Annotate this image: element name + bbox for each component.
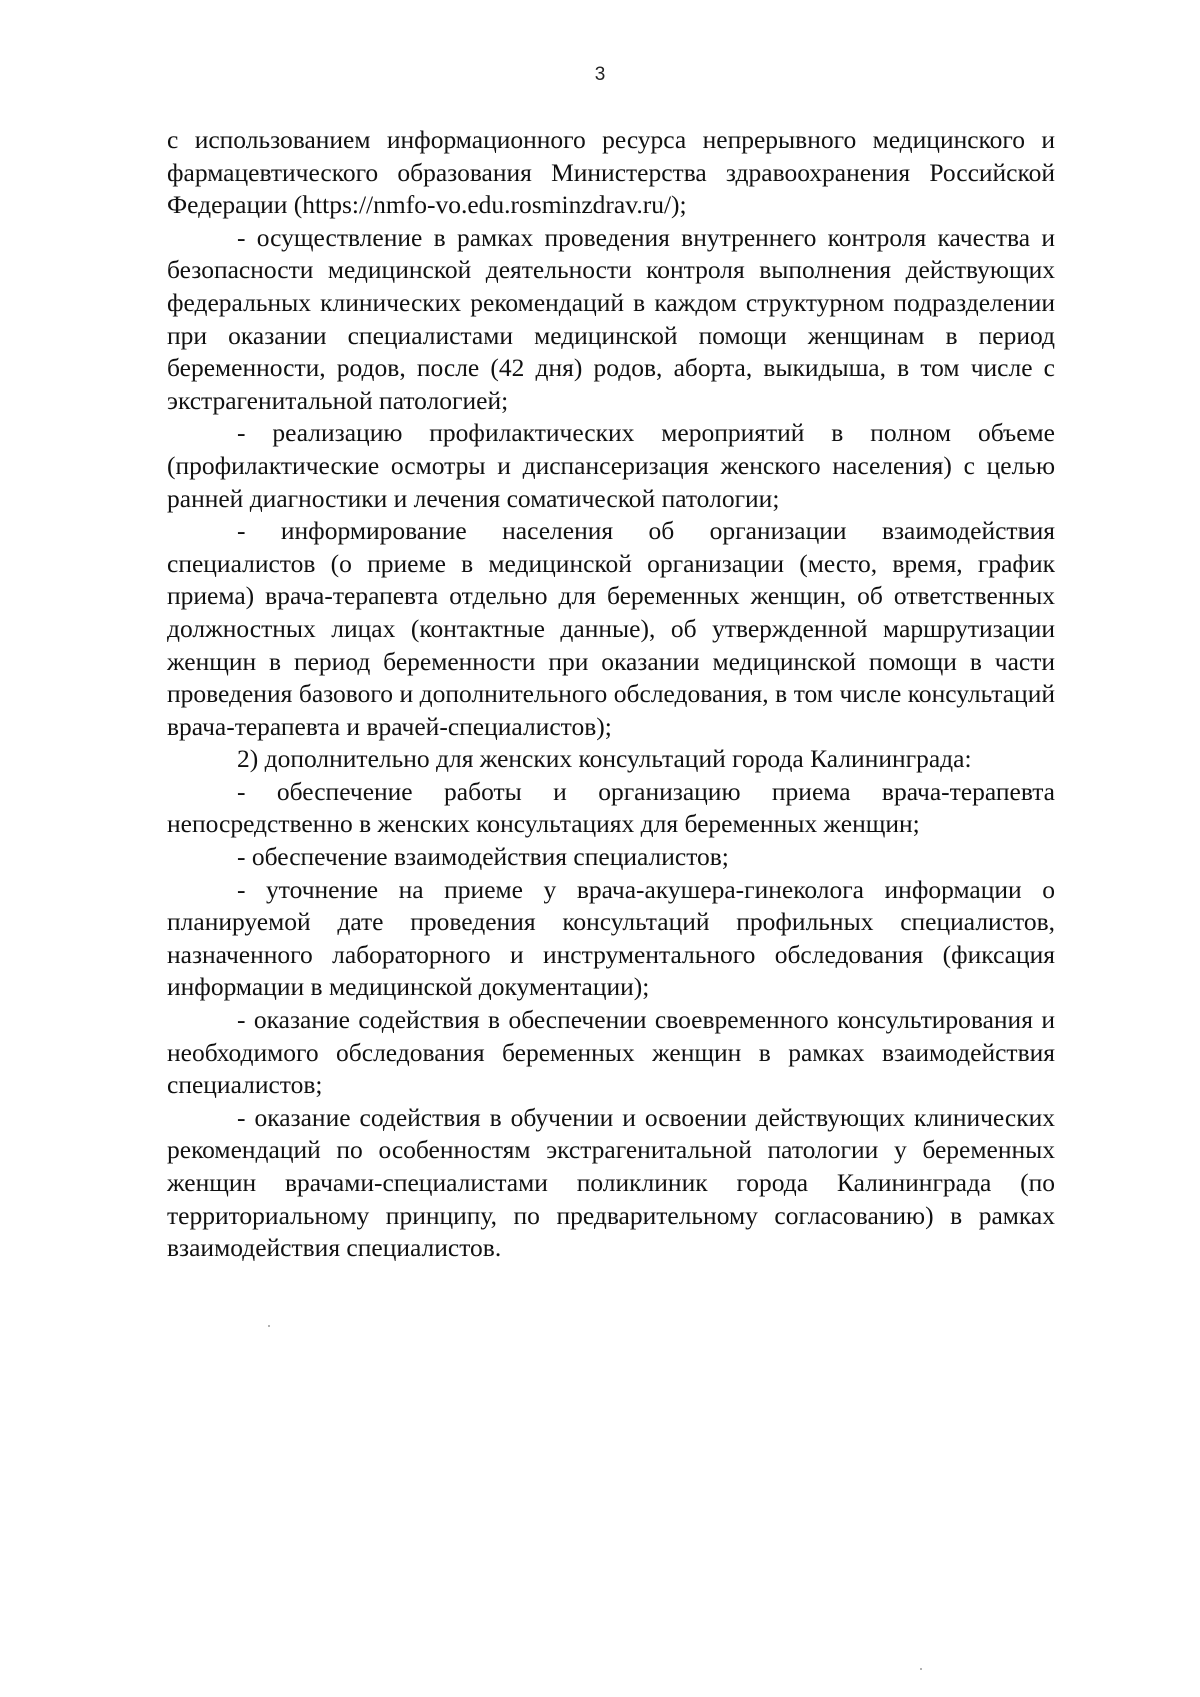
page-number: 3 — [594, 64, 606, 85]
paragraph-therapist-reception: - обеспечение работы и организацию приема врача-терапевта непосредственно в женских консультациях для беременных женщин; — [167, 776, 1055, 839]
paragraph-clarification: - уточнение на приеме у врача-акушера-гинеколога информации о планируемой дате проведения консультаций профильных специалистов, назначенного лабораторного и инструментального обследования (фиксация информации в медицинской документации); — [167, 874, 1055, 1002]
paragraph-internal-control: - осуществление в рамках проведения внутреннего контроля качества и безопасности медицинской деятельности контроля выполнения действующих федеральных клинических рекомендаций в каждом структурном подразделении при оказании специалистами медицинской помощи женщинам в период беременности, родов, после (42 дня) родов, аборта, выкидыша, в том числе с экстрагенитальной патологией; — [167, 222, 1055, 415]
paragraph-assistance-training: - оказание содействия в обучении и освоении действующих клинических рекомендаций по особенностям экстрагенитальной патологии у беременных женщин врачами-специалистами поликлиник города Калининграда (по территориальному принципу, по предварительному согласованию) в рамках взаимодействия специалистов. — [167, 1102, 1055, 1263]
paragraph-item-2-heading: 2) дополнительно для женских консультаций города Калининграда: — [237, 744, 972, 774]
document-body — [167, 124, 1055, 1265]
paragraph-continuation: с использованием информационного ресурса непрерывного медицинского и фармацевтического образования Министерства здравоохранения Российской Федерации (https://nmfo-vo.edu.rosminzdrav.ru/); — [167, 125, 1055, 220]
scan-speck — [268, 1325, 270, 1327]
scan-speck — [920, 1668, 922, 1670]
paragraph-cooperation: - обеспечение взаимодействия специалистов; — [237, 842, 729, 872]
paragraph-prevention: - реализацию профилактических мероприятий в полном объеме (профилактические осмотры и диспансеризация женского населения) с целью ранней диагностики и лечения соматической патологии; — [167, 418, 1055, 513]
paragraph-assistance-consulting: - оказание содействия в обеспечении своевременного консультирования и необходимого обследования беременных женщин в рамках взаимодействия специалистов; — [167, 1005, 1055, 1100]
paragraph-informing: - информирование населения об организации взаимодействия специалистов (о приеме в медицинской организации (место, время, график приема) врача-терапевта отдельно для беременных женщин, об ответственных должностных лицах (контактные данные), об утвержденной маршрутизации женщин в период беременности при оказании медицинской помощи в части проведения базового и дополнительного обследования, в том числе консультаций врача-терапевта и врачей-специалистов); — [167, 516, 1055, 741]
